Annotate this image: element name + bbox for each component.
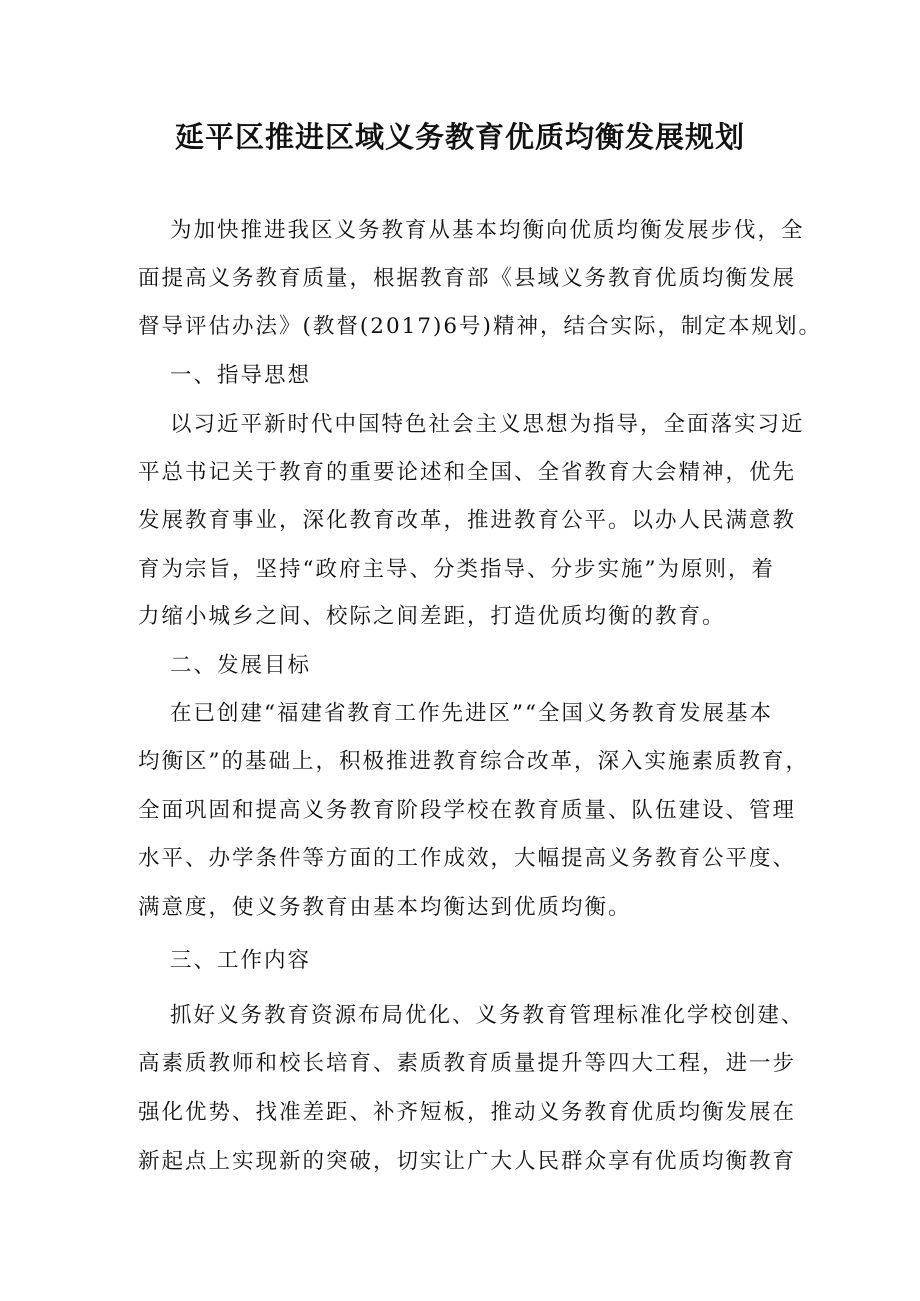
paragraph-line: 高素质教师和校长培育、素质教育质量提升等四大工程，进一步 (138, 1051, 797, 1076)
paragraph-line: 为加快推进我区义务教育从基本均衡向优质均衡发展步伐，全 (170, 218, 805, 243)
paragraph-line: 满意度，使义务教育由基本均衡达到优质均衡。 (138, 895, 632, 920)
section-heading: 二、发展目标 (170, 653, 312, 678)
paragraph-line: 抓好义务教育资源布局优化、义务教育管理标准化学校创建、 (170, 1003, 805, 1028)
paragraph-line: 力缩小城乡之间、校际之间差距，打造优质均衡的教育。 (138, 604, 726, 629)
paragraph-line: 面提高义务教育质量，根据教育部《县域义务教育优质均衡发展 (138, 266, 797, 291)
paragraph-line: 在已创建“福建省教育工作先进区”“全国义务教育发展基本 (170, 701, 773, 726)
paragraph-line: 发展教育事业，深化教育改革，推进教育公平。以办人民满意教 (138, 508, 797, 533)
paragraph-line: 平总书记关于教育的重要论述和全国、全省教育大会精神，优先 (138, 460, 797, 485)
paragraph-line: 以习近平新时代中国特色社会主义思想为指导，全面落实习近 (170, 412, 805, 437)
paragraph-line: 水平、办学条件等方面的工作成效，大幅提高义务教育公平度、 (138, 846, 797, 871)
paragraph-line: 全面巩固和提高义务教育阶段学校在教育质量、队伍建设、管理 (138, 798, 797, 823)
section-heading: 三、工作内容 (170, 948, 312, 973)
document-title: 延平区推进区域义务教育优质均衡发展规划 (174, 120, 745, 154)
paragraph-line: 均衡区”的基础上，积极推进教育综合改革，深入实施素质教育， (138, 749, 809, 774)
paragraph-line: 强化优势、找准差距、补齐短板，推动义务教育优质均衡发展在 (138, 1100, 797, 1125)
section-heading: 一、指导思想 (170, 363, 312, 388)
paragraph-line: 新起点上实现新的突破，切实让广大人民群众享有优质均衡教育 (138, 1149, 797, 1174)
paragraph-line: 育为宗旨，坚持“政府主导、分类指导、分步实施”为原则，着 (138, 557, 775, 582)
paragraph-line: 督导评估办法》(教督(2017)6号)精神，结合实际，制定本规划。 (138, 314, 822, 339)
